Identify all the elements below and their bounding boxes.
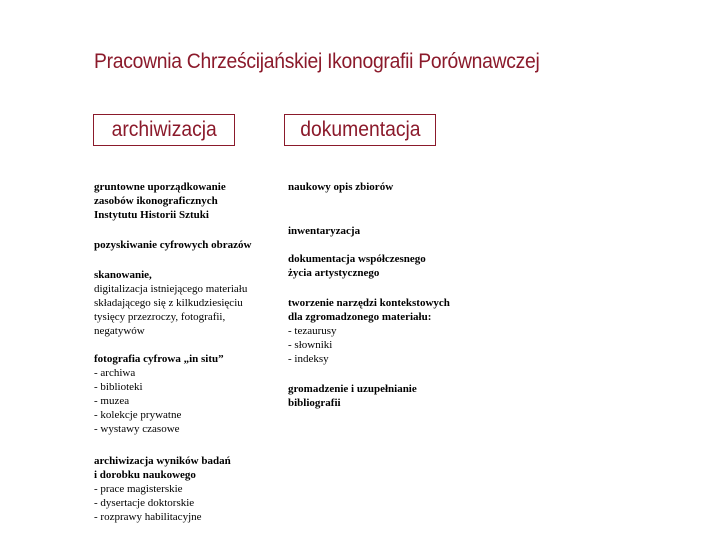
documentation-block-2: [288, 224, 360, 238]
text-line: naukowy opis zbiorów: [288, 181, 394, 193]
archive-block-1: [94, 180, 226, 222]
text-line: fotografia cyfrowa „in situ”: [94, 353, 224, 365]
text-line: składającego się z kilkudziesięciu: [94, 297, 243, 309]
list-item: - wystawy czasowe: [94, 423, 180, 435]
text-line: pozyskiwanie cyfrowych obrazów: [94, 239, 252, 251]
list-item: - tezaurusy: [288, 325, 337, 337]
list-item: - biblioteki: [94, 381, 143, 393]
list-item: - indeksy: [288, 353, 329, 365]
text-line: tworzenie narzędzi kontekstowych: [288, 297, 450, 309]
list-item: - prace magisterskie: [94, 483, 183, 495]
text-line: życia artystycznego: [288, 267, 380, 279]
text-line: Instytutu Historii Sztuki: [94, 209, 209, 221]
text-line: skanowanie,: [94, 269, 152, 281]
documentation-block-3: [288, 252, 426, 280]
text-line: digitalizacja istniejącego materiału: [94, 283, 248, 295]
documentation-block-1: [288, 180, 393, 194]
list-item: - muzea: [94, 395, 130, 407]
documentation-block-5: [288, 382, 417, 410]
text-line: zasobów ikonograficznych: [94, 195, 218, 207]
archive-block-5: [94, 454, 231, 524]
text-line: inwentaryzacja: [288, 225, 361, 237]
text-line: i dorobku naukowego: [94, 469, 196, 481]
list-item: - słowniki: [288, 339, 333, 351]
header-dokumentacja-label: dokumentacja: [299, 118, 421, 141]
text-line: dla zgromadzonego materiału:: [288, 311, 432, 323]
text-line: gruntowne uporządkowanie: [94, 181, 226, 193]
list-item: - archiwa: [94, 367, 136, 379]
list-item: - dysertacje doktorskie: [94, 497, 195, 509]
archive-block-3: [94, 268, 247, 338]
header-archiwizacja-label: archiwizacja: [111, 118, 217, 141]
list-item: - rozprawy habilitacyjne: [94, 511, 202, 523]
text-line: gromadzenie i uzupełnianie: [288, 383, 417, 395]
list-item: - kolekcje prywatne: [94, 409, 182, 421]
page-title: Pracownia Chrześcijańskiej Ikonografii Porównawczej: [94, 50, 540, 73]
text-line: tysięcy przezroczy, fotografii,: [94, 311, 226, 323]
header-archiwizacja: [93, 114, 235, 146]
text-line: negatywów: [94, 325, 145, 337]
archive-block-2: [94, 238, 251, 252]
header-dokumentacja: [284, 114, 436, 146]
documentation-block-4: [288, 296, 450, 366]
text-line: archiwizacja wyników badań: [94, 455, 231, 467]
text-line: dokumentacja współczesnego: [288, 253, 426, 265]
archive-block-4: [94, 352, 224, 436]
text-line: bibliografii: [288, 397, 341, 409]
